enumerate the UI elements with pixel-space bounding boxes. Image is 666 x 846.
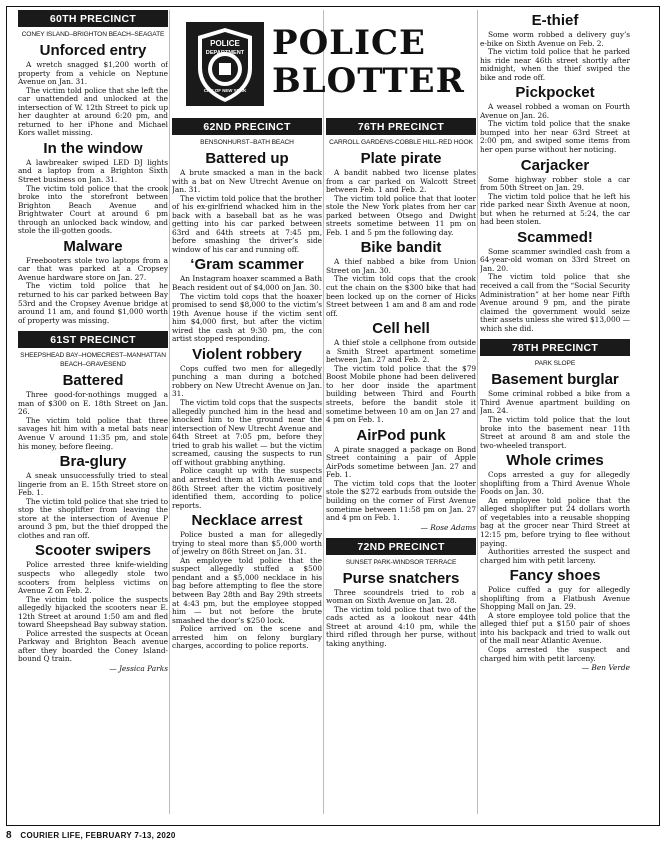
neighborhood-label: PARK SLOPE [534, 360, 576, 368]
precinct-bar: 76TH PRECINCT [326, 118, 476, 135]
column-rule [477, 10, 478, 814]
story-headline: Unforced entry [39, 42, 147, 59]
column-2 [172, 118, 322, 651]
precinct-bar: 60TH PRECINCT [18, 10, 168, 27]
story-paragraph: Police arrived on the scene and arrested him on felony burglary charges, according to police reports. [172, 624, 322, 651]
story-paragraph: The victim told police the suspects allegedly hijacked the scooters near E. 12th Street at around 1:50 am and fled toward Sheepshead Bay subway station. [18, 594, 168, 630]
story-paragraph: The victim told cops that the suspects allegedly punched him in the head and knocked him to the ground near the intersection of New Utrecht Avenue and 64th Street at 7:05 pm, before they tried to grab his wallet — but the victim screamed, causing the suspects to run off without grabbing anything. [172, 398, 322, 467]
story-paragraph: An employee told police that the suspect allegedly stuffed a $500 pendant and a $5,000 necklace in his bag before attempting to flee the store between Bay 28th and Bay 29th streets at 4:43 pm, but the employee stopped him — but not before the brute smashed the door’s $250 lock. [172, 555, 322, 625]
story-paragraph: Police arrested three knife-wielding suspects who allegedly stole two scooters from helpless victims on Avenue Z on Feb. 2. [18, 560, 168, 596]
story-paragraph: Some scammer swindled cash from a 64-year-old woman on 33rd Street on Jan. 20. [480, 246, 630, 273]
story-headline: E-thief [531, 12, 579, 29]
story-paragraph: Authorities arrested the suspect and charged him with petit larceny. [480, 547, 630, 565]
page-footer [6, 830, 176, 841]
story-headline: Scammed! [517, 228, 593, 246]
story-paragraph: The victim told police that the $79 Boost Mobile phone had been delivered to her door inside the apartment building between Third and Fourth streets, before the bandit stole it sometime between 10 am on Jan 27 and 4 pm on Feb. 1. [326, 363, 476, 425]
neighborhood-label: SUNSET PARK-WINDSOR TERRACE [345, 558, 457, 566]
story-headline: In the window [43, 139, 143, 157]
neighborhood-label: BENSONHURST–BATH BEACH [200, 139, 294, 146]
title-line-1: POLICE [272, 23, 426, 63]
story-paragraph: A thief stole a cellphone from outside a Smith Street apartment sometime between Jan. 27 and Feb. 2. [326, 338, 476, 365]
story-paragraph: An employee told police that the alleged shoplifter put 24 dollars worth of vegetables into a reusable shopping bag at the grocer near Third Street at 12:15 pm, before trying to flee without paying. [480, 495, 630, 548]
publication-line: COURIER LIFE, FEBRUARY 7-13, 2020 [20, 831, 176, 840]
story-paragraph: Some worm robbed a delivery guy’s e-bike on Sixth Avenue on Feb. 2. [480, 30, 630, 48]
badge-bottom-text: CITY OF NEW YORK [203, 88, 247, 93]
precinct-bar: 72ND PRECINCT [326, 538, 476, 555]
story-paragraph: A wretch snagged $1,200 worth of property from a vehicle on Neptune Avenue on Jan. 31. [18, 60, 168, 87]
story-paragraph: Police busted a man for allegedly trying to steal more than $5,000 worth of jewelry on 86th Street on Jan. 31. [172, 530, 322, 557]
story-paragraph: Cops arrested a guy for allegedly shoplifting from a Third Avenue Whole Foods on Jan. 30. [480, 470, 630, 497]
story-headline: Violent robbery [192, 345, 302, 363]
column-4 [480, 10, 630, 672]
story-paragraph: A store employee told police that the alleged thief put a $150 pair of shoes into his backpack and tried to walk out of the mall near Atlantic Avenue. [480, 610, 630, 646]
story-paragraph: The victim told police that she left the car unattended and unlocked at the intersection of W. 12th Street to pick up her daughter at around 6:20 pm, and returned to her iPhone and Michael Kors wallet missing. [18, 85, 168, 138]
story-paragraph: Cops cuffed two men for allegedly punching a man during a botched robbery on New Utrecht Avenue on Jan. 31. [172, 363, 322, 399]
story-paragraph: The victim told cops that the looter stole the $272 earbuds from outside the building on the corner of First Avenue sometime between 11:58 pm on Jan. 27 and 4 pm on Feb. 1. [326, 478, 476, 523]
story-headline: Scooter swipers [35, 542, 151, 560]
story-paragraph: A brute smacked a man in the back with a bat on New Utrecht Avenue on Jan. 31. [172, 168, 322, 195]
page-title [272, 24, 472, 100]
story-paragraph: A weasel robbed a woman on Fourth Avenue on Jan. 26. [480, 102, 630, 120]
column-3 [326, 118, 476, 648]
story-paragraph: A sneak unsuccessfully tried to steal lingerie from an E. 15th Street store on Feb. 1. [18, 471, 168, 498]
badge-mid-text: DEPARTMENT [205, 50, 245, 56]
story-headline: Plate pirate [360, 150, 442, 167]
story-paragraph: The victim told police that the lout broke into the basement near 11th Street at around 8 am and stole the two-wheeled transport. [480, 414, 630, 450]
story-headline: Whole crimes [506, 452, 604, 470]
story-paragraph: The victim told police that three savages hit him with a metal bats near Avenue V around 11:35 pm, and stole his money, before fleeing. [18, 415, 168, 451]
story-paragraph: The victim told cops that the hoaxer promised to send $8,000 to the victim’s 19th Avenue house if the victim sent him $4,000 first, but after the victim wired the cash at 9:30 pm, the con artist stopped responding. [172, 291, 322, 344]
neighborhood-label: CARROLL GARDENS-COBBLE HILL-RED HOOK [329, 139, 473, 146]
story-headline: Basement burglar [491, 371, 619, 389]
badge-top-text: POLICE [210, 39, 240, 48]
precinct-bar: 62ND PRECINCT [172, 118, 322, 135]
story-paragraph: The victim told police that she tried to stop the shoplifter from leaving the store at the intersection of Avenue P around 3 pm, but the thief dropped the clothes and ran off. [18, 496, 168, 540]
story-paragraph: An Instagram hoaxer scammed a Bath Beach resident out of $4,000 on Jan. 30. [172, 274, 322, 293]
story-headline: Pickpocket [515, 84, 595, 102]
story-paragraph: A lawbreaker swiped LED DJ lights and a laptop from a Brighton Sixth Street business on Jan. 31. [18, 157, 168, 185]
police-badge-icon [186, 22, 264, 106]
story-paragraph: Some criminal robbed a bike from a Third Avenue apartment building on Jan. 24. [480, 389, 630, 416]
story-headline: Bike bandit [360, 239, 442, 257]
story-paragraph: Cops arrested the suspect and charged him with petit larceny. [480, 644, 630, 663]
masthead [186, 22, 470, 108]
neighborhood-label: CONEY ISLAND–BRIGHTON BEACH–SEAGATE [21, 31, 165, 38]
story-paragraph: The victim told cops that the crook cut the chain on the $300 bike that had been locked up on the corner of Hicks Street between 1 am and 8 am and rode off. [326, 274, 476, 318]
story-paragraph: Three scoundrels tried to rob a woman on Sixth Avenue on Jan. 28. [326, 587, 476, 606]
story-headline: Malware [63, 237, 123, 255]
precinct-bar: 78TH PRECINCT [480, 339, 630, 356]
story-headline: Purse snatchers [342, 569, 460, 587]
byline: — Jessica Parks [109, 663, 168, 673]
neighborhood-label: SHEEPSHEAD BAY–HOMECREST–MANHATTAN BEACH–GRAVESEND [20, 352, 166, 369]
column-rule [323, 10, 324, 814]
byline: — Ben Verde [581, 663, 630, 673]
story-paragraph: Police arrested the suspects at Ocean Parkway and Brighton Beach avenue after they boarded the Coney Island-bound Q train. [18, 628, 168, 664]
byline: — Rose Adams [420, 522, 476, 532]
story-paragraph: Freebooters stole two laptops from a car that was parked at a Cropsey Avenue hardware store on Jan. 27. [18, 255, 168, 282]
story-headline: Battered [62, 372, 124, 390]
story-paragraph: Some highway robber stole a car from 50th Street on Jan. 29. [480, 174, 630, 193]
story-paragraph: The victim told police that two of the cads acted as a lookout near 44th Street at around 4:10 pm, while the third rifled through her purse, without taking anything. [326, 604, 476, 648]
story-headline: Necklace arrest [191, 512, 303, 530]
story-headline: Carjacker [520, 156, 590, 174]
story-paragraph: The victim told police that he returned to his car parked between Bay 53rd and the Cropsey Avenue bridge at around 11 am, and found $1,000 worth of property was missing. [18, 281, 168, 325]
column-rule [169, 10, 170, 814]
story-paragraph: The victim told police that that looter stole the New York plates from her car parked between Otsego and Dwight streets sometime between 11 pm on Feb. 1 and 5 pm the following day. [326, 193, 476, 237]
story-paragraph: The victim told police that he parked his ride near 46th street shortly after midnight, when the thief swiped the bike and rode off. [480, 47, 630, 82]
story-headline: Bra-glury [59, 453, 127, 471]
page-number: 8 [6, 830, 12, 841]
story-paragraph: The victim told police that he left his ride parked near Sixth Avenue at noon, but when he returned at 5:24, the car had been stolen. [480, 191, 630, 227]
story-paragraph: The victim told police that the crook broke into the storefront between Brighton Beach Avenue and Brightwater Court at around 6 pm through an unlocked back window, and stole the ill-gotten goods. [18, 183, 168, 236]
story-headline: Cell hell [372, 320, 430, 338]
story-headline: ‘Gram scammer [190, 256, 304, 274]
story-paragraph: Three good-for-nothings mugged a man of $300 on E. 18th Street on Jan. 26. [18, 390, 168, 417]
precinct-bar: 61ST PRECINCT [18, 331, 168, 348]
story-paragraph: Police caught up with the suspects and arrested them at 18th Avenue and 86th Street after the victim positively identified them, according to police reports. [172, 466, 322, 510]
story-paragraph: The victim told police that the brother of his ex-girlfriend whacked him in the back with a baseball bat as he was getting into his car parked between 63rd and 64th streets at 7:45 pm, before smashing the driver’s side window of his car and running off. [172, 193, 322, 254]
story-paragraph: A thief nabbed a bike from Union Street on Jan. 30. [326, 257, 476, 275]
story-paragraph: Police cuffed a guy for allegedly shoplifting from a Flatbush Avenue Shopping Mall on Jan. 29. [480, 585, 630, 612]
column-1 [18, 10, 168, 673]
story-paragraph: The victim told police that the snake bumped into her near 63rd Street at 2:00 pm, and swiped some items from her open purse without her noticing. [480, 119, 630, 155]
story-headline: Fancy shoes [509, 567, 601, 585]
story-paragraph: A pirate snagged a package on Bond Street containing a pair of Apple AirPods sometime between Jan. 27 and Feb. 1. [326, 444, 476, 480]
story-paragraph: The victim told police that she received a call from the “Social Security Administration” at her home near Fifth Avenue around 9 pm, and the pirate claimed the government would seize their assets unless she wired $13,000 — which she did. [480, 272, 630, 333]
story-paragraph: A bandit nabbed two license plates from a car parked on Walcott Street between Feb. 1 and Feb. 2. [326, 168, 476, 195]
story-headline: AirPod punk [356, 426, 446, 444]
title-line-2: BLOTTER [272, 61, 465, 101]
story-headline: Battered up [205, 150, 289, 167]
